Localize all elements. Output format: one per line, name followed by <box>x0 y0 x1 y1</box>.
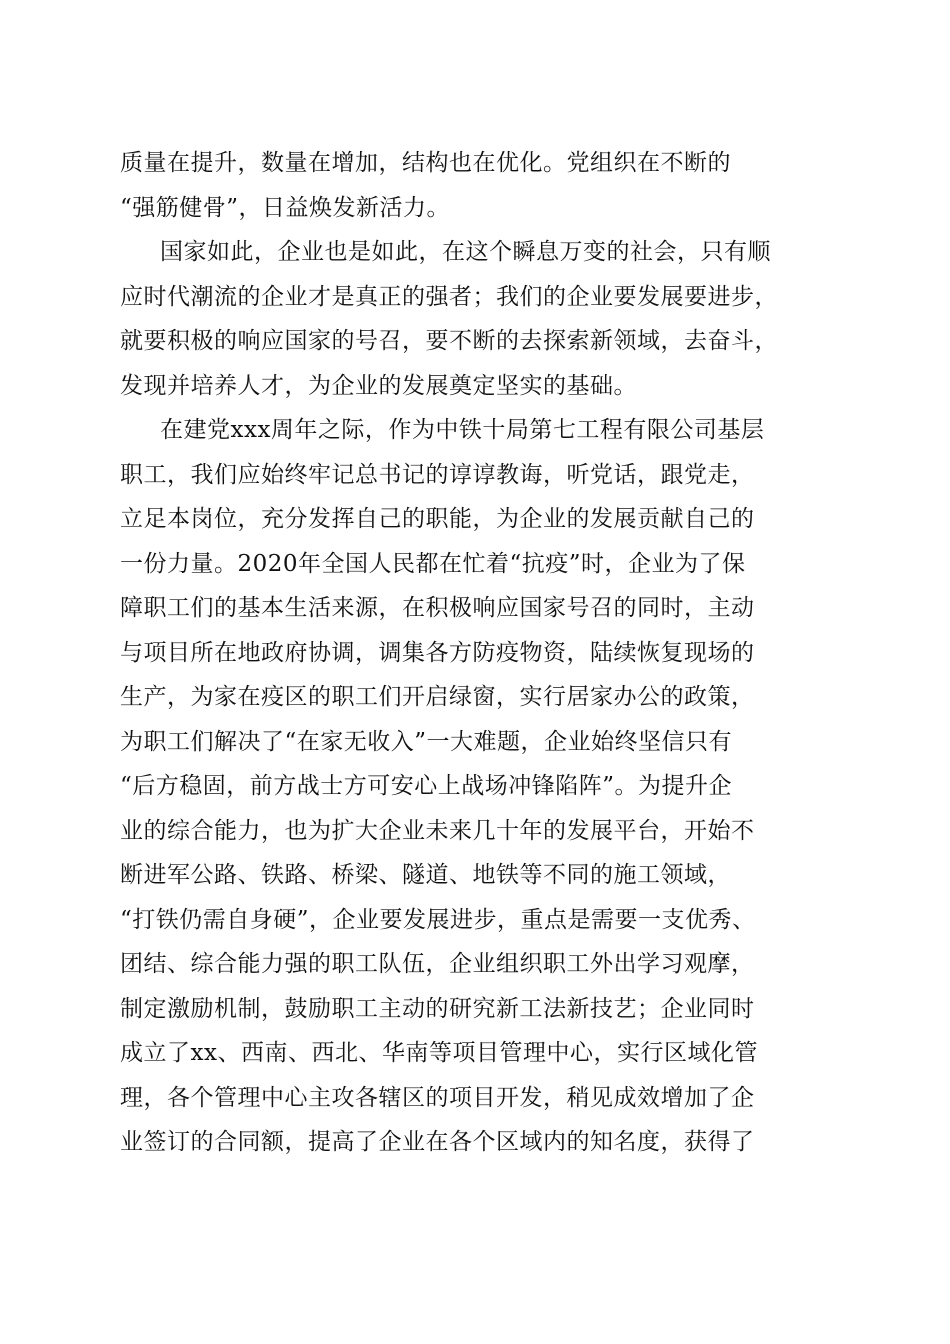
paragraph-1-line-2: “强筋健骨”，日益焕发新活力。 <box>120 194 451 221</box>
paragraph-3-line-16: 理，各个管理中心主攻各辖区的项目开发，稍见成效增加了企 <box>120 1084 755 1111</box>
paragraph-3-line-8: 为职工们解决了“在家无收入”一大难题，企业始终坚信只有 <box>120 728 733 755</box>
paragraph-2-line-2: 应时代潮流的企业才是真正的强者；我们的企业要发展要进步， <box>120 283 778 310</box>
paragraph-3-line-9: “后方稳固，前方战士方可安心上战场冲锋陷阵”。为提升企 <box>120 773 733 799</box>
paragraph-3-line-17: 业签订的合同额，提高了企业在各个区域内的知名度，获得了 <box>120 1129 755 1155</box>
paragraph-3-line-6: 与项目所在地政府协调，调集各方防疫物资，陆续恢复现场的 <box>120 639 755 666</box>
paragraph-3-line-13: 团结、综合能力强的职工队伍，企业组织职工外出学习观摩， <box>120 951 755 977</box>
paragraph-3-line-14: 制定激励机制，鼓励职工主动的研究新工法新技艺；企业同时 <box>120 995 755 1022</box>
paragraph-3-line-1: 在建党xxx周年之际，作为中铁十局第七工程有限公司基层 <box>160 417 765 443</box>
paragraph-3-line-10: 业的综合能力，也为扩大企业未来几十年的发展平台，开始不 <box>120 817 755 844</box>
paragraph-3-line-2: 职工，我们应始终牢记总书记的谆谆教诲，听党话，跟党走， <box>120 461 755 488</box>
paragraph-3-line-12: “打铁仍需自身硬”，企业要发展进步，重点是需要一支优秀、 <box>120 906 756 933</box>
paragraph-1-line-1: 质量在提升，数量在增加，结构也在优化。党组织在不断的 <box>120 150 731 176</box>
paragraph-2-line-3: 就要积极的响应国家的号召，要不断的去探索新领域，去奋斗， <box>120 328 778 354</box>
paragraph-2-line-1: 国家如此，企业也是如此，在这个瞬息万变的社会，只有顺 <box>160 239 771 265</box>
paragraph-3-line-11: 断进军公路、铁路、桥梁、隧道、地铁等不同的施工领域， <box>120 862 731 888</box>
document-body <box>120 141 880 1165</box>
paragraph-2-line-4: 发现并培养人才，为企业的发展奠定坚实的基础。 <box>120 372 637 399</box>
paragraph-3-line-5: 障职工们的基本生活来源，在积极响应国家号召的同时，主动 <box>120 595 755 621</box>
paragraph-3-line-4: 一份力量。2020年全国人民都在忙着“抗疫”时，企业为了保 <box>120 550 746 577</box>
paragraph-3-line-3: 立足本岗位，充分发挥自己的职能，为企业的发展贡献自己的 <box>120 506 755 532</box>
paragraph-3-line-15: 成立了xx、西南、西北、华南等项目管理中心，实行区域化管 <box>120 1040 758 1066</box>
paragraph-3-line-7: 生产，为家在疫区的职工们开启绿窗，实行居家办公的政策， <box>120 684 755 710</box>
